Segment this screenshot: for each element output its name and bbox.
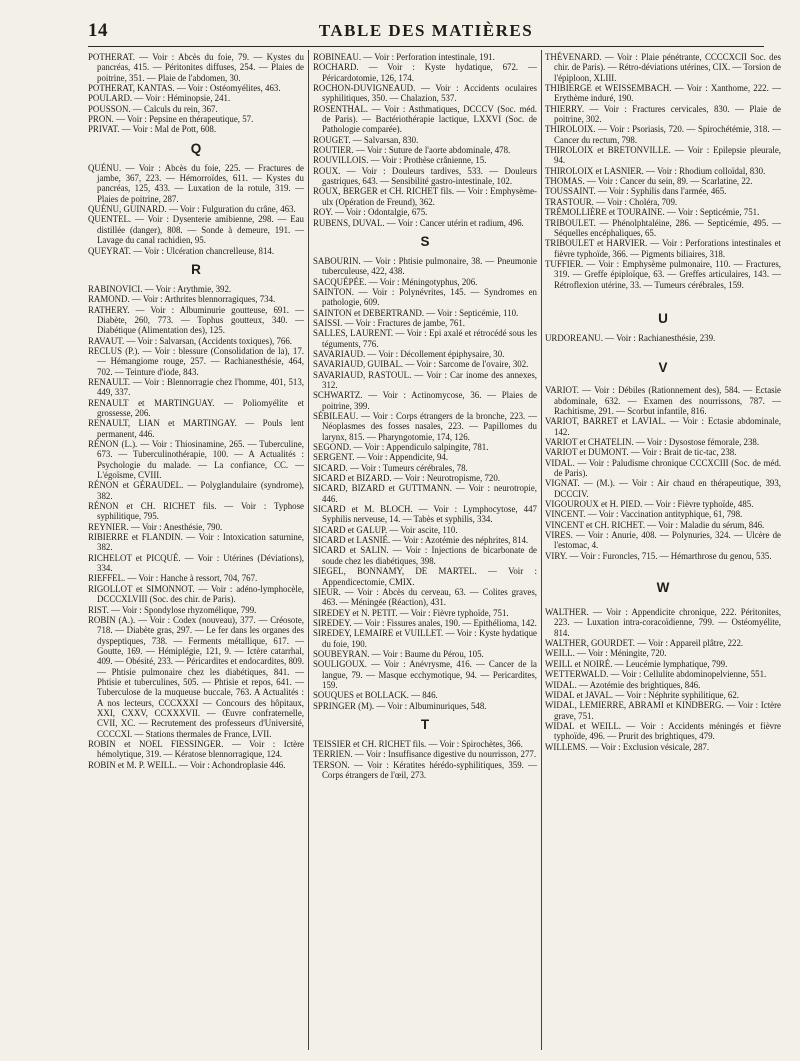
index-entry: ROBIN et NOEL FIESSINGER. — Voir : Ictère hémolytique, 319. — Kératose blennorragique, 124. xyxy=(88,738,304,760)
index-entry: RIGOLLOT et SIMONNOT. — Voir : adéno-lymphocèle, DCCCXLVIII (Soc. des chir. de Paris). xyxy=(88,583,304,605)
index-entry: REYNIER. — Voir : Anesthésie, 790. xyxy=(88,521,223,532)
index-entry: SÉBILEAU. — Voir : Corps étrangers de la bronche, 223. — Néoplasmes des fosses nasales, 223. — Papillomes du larynx, 815. — Pharyngotomie, 174, 126. xyxy=(313,411,537,442)
index-entry: TRIBOULET. — Phénolphtaléine, 286. — Septicémie, 495. — Séquelles encéphaliques, 65. xyxy=(545,217,781,238)
index-entry: SOUBEYRAN. — Voir : Baume du Pérou, 105. xyxy=(313,648,484,659)
index-entry: ROY. — Voir : Odontalgie, 675. xyxy=(313,207,428,218)
index-entry: SICARD et LASNIÉ. — Voir : Azotémie des néphrites, 814. xyxy=(313,535,529,546)
section-letter: U xyxy=(658,310,668,326)
index-entry: WALTHER. — Voir : Appendicite chronique, 222. Péritonites, 223. — Luxation intra-coracoïdienne, 799. — Ostéomyélite, 814. xyxy=(545,607,781,638)
index-entry: ROUGET. — Salvarsan, 830. xyxy=(313,134,419,145)
section-letter: W xyxy=(656,580,670,596)
index-entry: ROBINEAU. — Voir : Perforation intestinale, 191. xyxy=(313,52,495,62)
index-entry: RENAULT. — Voir : Blennorragie chez l'homme, 401, 513, 449, 337. xyxy=(88,376,304,398)
index-entry: RÉNON et CH. RICHET fils. — Voir : Typhose syphilitique, 795. xyxy=(88,501,304,522)
index-entry: THIERRY. — Voir : Fractures cervicales, 830. — Plaie de poitrine, 302. xyxy=(545,103,781,125)
index-column-middle xyxy=(313,52,537,780)
section-spacer xyxy=(88,277,304,284)
index-entry: SOUQUES et BOLLACK. — 846. xyxy=(313,690,438,701)
index-entry: WILLEMS. — Voir : Exclusion vésicale, 287. xyxy=(545,741,710,752)
index-entry: SICARD et BIZARD. — Voir : Neurotropisme, 720. xyxy=(313,473,501,484)
index-entry: POTHERAT, KANTAS. — Voir : Ostéomyélites, 463. xyxy=(88,83,281,94)
index-entry: THÉVENARD. — Voir : Plaie pénétrante, CCCCXCII Soc. des chir. de Paris). — Rétro-déviations utérines, CIX. — Torsion de l'épiploon, XLIII. xyxy=(545,52,781,83)
index-entry: POUSSON. — Calculs du rein, 367. xyxy=(88,103,218,114)
index-entry: VIDAL. — Voir : Paludisme chronique CCCXCIII (Soc. de méd. de Paris). xyxy=(545,457,781,478)
index-entry: SICARD et M. BLOCH. — Voir : Lymphocytose, 447 Syphilis nerveuse, 14. — Tabès et syphilis, 334. xyxy=(313,504,537,525)
index-entry: RIST. — Voir : Spondylose rhyzomélique, 799. xyxy=(88,604,257,615)
index-entry: ROBIN et M. P. WEILL. — Voir : Achondroplasie 446. xyxy=(88,759,286,770)
index-entry: TOUSSAINT. — Voir : Syphilis dans l'armée, 465. xyxy=(545,186,727,197)
section-spacer xyxy=(545,375,781,385)
index-entry: SAVARIAUD. — Voir : Décollement épiphysaire, 30. xyxy=(313,348,505,359)
index-entry: VIRY. — Voir : Furoncles, 715. — Hémarthrose du genou, 535. xyxy=(545,550,772,561)
index-entry: VIRES. — Voir : Anurie, 408. — Polynuries, 324. — Ulcère de l'estomac, 4. xyxy=(545,530,781,551)
index-entry: RENAULT, LIAN et MARTINGAY. — Pouls lent permanent, 446. xyxy=(88,418,304,439)
section-letter: V xyxy=(658,360,668,376)
section-letter: R xyxy=(191,261,201,277)
index-entry: SIEGEL, BONNAMY, DE MARTEL. — Voir : Appendicectomie, CMIX. xyxy=(313,566,537,587)
index-entry: VIGNAT. — (M.). — Voir : Air chaud en thérapeutique, 393, DCCCIV. xyxy=(545,478,781,499)
section-spacer xyxy=(545,561,781,581)
index-entry: TUFFIER. — Voir : Emphysème pulmonaire, 110. — Fractures, 319. — Greffe épiploïque, 63. — Greffes articulaires, 143. — Rétroflexion utérine, 33. — Tumeurs cérébrales, 159. xyxy=(545,258,781,290)
index-entry: RÉNON (L.). — Voir : Thiosinamine, 265. — Tuberculine, 673. — Tuberculinothérapie, 100. — A Actualités : Psychologie du malade. — La confiance, CC. — L'égoïsme, CVIII. xyxy=(88,439,304,481)
index-entry: SCHWARTZ. — Voir : Actinomycose, 36. — Plaies de poitrine, 399. xyxy=(313,390,537,411)
index-entry: TRIBOULET et HARVIER. — Voir : Perforations intestinales et fièvre typhoïde, 366. — Pigments biliaires, 318. xyxy=(545,238,781,259)
index-entry: ROCHON-DUVIGNEAUD. — Voir : Accidents oculaires syphilitiques, 350. — Chalazion, 537. xyxy=(313,83,537,104)
index-entry: PRIVAT. — Voir : Mal de Pott, 608. xyxy=(88,124,217,135)
section-spacer xyxy=(88,156,304,163)
index-entry: ROUVILLOIS. — Voir : Prothèse crânienne, 15. xyxy=(313,155,487,166)
index-entry: WALTHER, GOURDET. — Voir : Appareil plâtre, 222. xyxy=(545,638,744,649)
index-entry: POULARD. — Voir : Héminopsie, 241. xyxy=(88,93,231,104)
index-column-left xyxy=(88,52,304,770)
index-entry: QUÉNU, GUINARD. — Voir : Fulguration du crâne, 463. xyxy=(88,204,296,215)
index-entry: QUÉNU. — Voir : Abcès du foie, 225. — Fractures de jambe, 367, 223. — Hémorroïdes, 611. — Kystes du pancréas, 125, 433. — Luxation de la rotule, 319. — Plaies de poitrine, 287. xyxy=(88,162,304,204)
index-entry: RÉNON et GÉRAUDEL. — Polyglandulaire (syndrome), 382. xyxy=(88,480,304,501)
section-spacer xyxy=(545,290,781,312)
index-entry: SABOURIN. — Voir : Phtisie pulmonaire, 38. — Pneumonie tuberculeuse, 422, 438. xyxy=(313,255,537,277)
index-entry: RICHELOT et PICQUÉ. — Voir : Utérines (Déviations), 334. xyxy=(88,552,304,574)
section-letter: S xyxy=(420,233,430,249)
index-entry: RIBIERRE et FLANDIN. — Voir : Intoxication saturnine, 382. xyxy=(88,532,304,553)
index-entry: TERRIEN. — Voir : Insuffisance digestive du nourrisson, 277. xyxy=(313,749,537,760)
index-entry: PRON. — Voir : Pepsine en thérapeutique, 57. xyxy=(88,114,254,125)
index-entry: SICARD. — Voir : Tumeurs cérébrales, 78. xyxy=(313,462,468,473)
index-column-right xyxy=(545,52,781,752)
index-entry: WIDAL. — Azotémie des brightiques, 846. xyxy=(545,679,701,690)
index-entry: ROUX, BERGER et CH. RICHET fils. — Voir : Emphysème-ulx (Opération de Freund), 362. xyxy=(313,186,537,207)
index-entry: RENAULT et MARTINGUAY. — Poliomyélite et grossesse, 206. xyxy=(88,397,304,418)
column-divider xyxy=(541,50,542,1050)
section-letter: T xyxy=(420,716,430,732)
index-entry: RAVAUT. — Voir : Salvarsan, (Accidents toxiques), 766. xyxy=(88,335,293,346)
index-entry: RECLUS (P.). — Voir : blessure (Consolidation de la), 17. — Hémangiome rouge, 257. — Rachianesthésie, 464, 702. — Teinture d'iode, 843. xyxy=(88,345,304,377)
index-entry: RABINOVICI. — Voir : Arythmie, 392. xyxy=(88,283,232,294)
index-entry: SAVARIAUD, RASTOUL. — Voir : Car inome des annexes, 312. xyxy=(313,369,537,390)
index-entry: RAMOND. — Voir : Arthrites blennorragiques, 734. xyxy=(88,294,276,305)
column-divider xyxy=(308,50,309,1050)
index-entry: SICARD et GALUP. — Voir ascite, 110. xyxy=(313,524,458,535)
index-entry: URDOREANU. — Voir : Rachianesthésie, 239. xyxy=(545,332,716,343)
section-spacer xyxy=(545,343,781,361)
index-entry: TRÉMOLLIÈRE et TOURAINE. — Voir : Septicémie, 751. xyxy=(545,207,760,218)
index-entry: ROCHARD. — Voir : Kyste hydatique, 672. — Péricardotomie, 126, 174. xyxy=(313,62,537,83)
index-entry: THIBIERGE et WEISSEMBACH. — Voir : Xanthome, 222. — Erythème induré, 190. xyxy=(545,83,781,104)
index-entry: SOULIGOUX. — Voir : Anévrysme, 416. — Cancer de la langue, 79. — Masque ecchymotique, 94. — Pericardites, 159. xyxy=(313,659,537,690)
index-entry: WEILL et NOIRÉ. — Leucémie lymphatique, 799. xyxy=(545,658,728,669)
index-entry: TEISSIER et CH. RICHET fils. — Voir : Spirochètes, 366. xyxy=(313,738,523,749)
section-spacer xyxy=(545,326,781,333)
index-entry: VINCENT. — Voir : Vaccination antityphique, 61, 798. xyxy=(545,509,743,520)
section-spacer xyxy=(313,249,537,256)
index-entry: SAINTON. — Voir : Polynévrites, 145. — Syndromes en pathologie, 609. xyxy=(313,286,537,308)
index-entry: THIROLOIX et LASNIER. — Voir : Rhodium colloïdal, 830. xyxy=(545,165,766,176)
index-entry: SERGENT. — Voir : Appendicite, 94. xyxy=(313,452,449,463)
index-entry: SACQUÉPÉE. — Voir : Méningotyphus, 206. xyxy=(313,276,478,287)
index-entry: TERSON. — Voir : Kératites hérédo-syphilitiques, 359. — Corps étrangers de l'œil, 273. xyxy=(313,759,537,780)
index-entry: SIEUR. — Voir : Abcès du cerveau, 63. — Colites graves, 463. — Méningée (Réaction), 431. xyxy=(313,586,537,608)
index-entry: THIROLOIX et BRETONVILLE. — Voir : Epilepsie pleurale, 94. xyxy=(545,145,781,166)
index-entry: VINCENT et CH. RICHET. — Voir : Maladie du sérum, 846. xyxy=(545,519,765,530)
index-entry: ROUTIER. — Voir : Suture de l'aorte abdominale, 478. xyxy=(313,145,511,156)
index-entry: RUBENS, DUVAL. — Voir : Cancer utérin et radium, 496. xyxy=(313,217,524,228)
page-title: TABLE DES MATIÈRES xyxy=(318,21,534,40)
index-entry: WETTERWALD. — Voir : Cellulite abdominopelvienne, 551. xyxy=(545,669,767,680)
index-entry: POTHERAT. — Voir : Abcès du foie, 79. — Kystes du pancréas, 415. — Péritonites diffuses, 254. — Plaies de poitrine, 351. — Plaie de l'abdomen, 30. xyxy=(88,52,304,83)
index-entry: SEGOND. — Voir : Appendiculo salpingite, 781. xyxy=(313,442,489,453)
index-entry: WIDAL, LEMIERRE, ABRAMI et KINDBERG. — Voir : Ictère grave, 751. xyxy=(545,700,781,721)
index-entry: WIDAL et JAVAL. — Voir : Néphrite syphilitique, 62. xyxy=(545,689,739,700)
index-entry: SAVARIAUD, GUIBAL. — Voir : Sarcome de l'ovaire, 302. xyxy=(313,359,529,370)
section-spacer xyxy=(313,732,537,739)
index-entry: SAINTON et DEBERTRAND. — Voir : Septicémie, 110. xyxy=(313,307,519,318)
index-entry: VARIOT et DUMONT. — Voir : Brait de tic-tac, 238. xyxy=(545,447,737,458)
index-entry: SALLES, LAURENT. — Voir : Epi axalé et rétrocédé sous les téguments, 776. xyxy=(313,328,537,349)
index-entry: RIEFFEL. — Voir : Hanche à ressort, 704, 767. xyxy=(88,573,258,584)
index-entry: WIDAL et WEILL. — Voir : Accidents méningés et fièvre typhoïde, 496. — Prurit des brightiques, 479. xyxy=(545,720,781,742)
index-entry: SIREDEY. — Voir : Fissures anales, 190. — Epithélioma, 142. xyxy=(313,617,537,628)
index-entry: VARIOT et CHATELIN. — Voir : Dysostose fémorale, 238. xyxy=(545,436,760,447)
section-letter: Q xyxy=(190,140,202,156)
index-entry: VARIOT. — Voir : Débiles (Rationnement des), 584. — Ectasie abdominale, 632. — Examen des nourrissons, 787. — Rachitisme, 291. — Scorbut infantile, 816. xyxy=(545,385,781,416)
page-number: 14 xyxy=(88,20,108,41)
index-entry: TRASTOUR. — Voir : Choléra, 709. xyxy=(545,196,678,207)
index-entry: QUENTEL. — Voir : Dysenterie amibienne, 298. — Eau distillée (danger), 808. — Sonde à demeure, 191. — Lavage du canal rachidien, 95. xyxy=(88,214,304,246)
index-entry: VARIOT, BARRET et LAVIAL. — Voir : Ectasie abdominale, 142. xyxy=(545,416,781,437)
index-entry: QUEYRAT. — Voir : Ulcération chancrelleuse, 814. xyxy=(88,245,275,256)
index-entry: SAISSI. — Voir : Fractures de jambe, 761. xyxy=(313,317,466,328)
index-entry: WEILL. — Voir : Méningite, 720. xyxy=(545,648,667,659)
page-header xyxy=(88,20,764,47)
index-entry: SIREDEY et N. PETIT. — Voir : Fièvre typhoïde, 751. xyxy=(313,607,509,618)
index-entry: ROSENTHAL. — Voir : Asthmatiques, DCCCV (Soc. méd. de Paris). — Bactériothérapie lactique, LXXVI (Soc. de Pathologie comparée). xyxy=(313,103,537,135)
index-entry: VIGOUROUX et H. PIED. — Voir : Fièvre typhoïde, 485. xyxy=(545,499,754,510)
index-entry: THIROLOIX. — Voir : Psoriasis, 720. — Spirochétémie, 318. — Cancer du rectum, 798. xyxy=(545,124,781,145)
index-entry: SICARD, BIZARD et GUTTMANN. — Voir : neurotropie, 446. xyxy=(313,483,537,504)
index-entry: SPRINGER (M). — Voir : Albuminuriques, 548. xyxy=(313,700,487,711)
index-entry: THOMAS. — Voir : Cancer du sein, 89. — Scarlatine, 22. xyxy=(545,176,753,187)
index-entry: ROUX. — Voir : Douleurs tardives, 533. — Douleurs gastriques, 643. — Sensibilité gastro-intestinale, 102. xyxy=(313,165,537,187)
index-entry: ROBIN (A.). — Voir : Codex (nouveau), 377. — Créosote, 718. — Diabète gras, 297. — Le fer dans les organes des dyspeptiques, 738. — Ferments métallique, 617. — Goutte, 169. — Hémiplégie, 121, 9. — Ictère catarrhal, 409. — Obésité, 233. — Péricardites et endocardites, 809. — Phtisie pulmonaire chez les diabétiques, 841. — Phtisie et tuberculines, 505. — Phtisie et repos, 641. — Tuberculose de la muqueuse buccale, 763. A Actualités : A nos lecteurs, CCCXXXI — Concours des hôpitaux, XXI, CXXV, CCXXXVII. — Œuvre confraternelle, CVII, XC. — Recrutement des professeurs d'Université, CCCCXI. — Stations thermales de France, LVII. xyxy=(88,614,304,739)
index-entry: SICARD et SALIN. — Voir : Injections de bicarbonate de soude chez les diabétiques, 398. xyxy=(313,545,537,566)
index-entry: SIREDEY, LEMAIRE et VUILLET. — Voir : Kyste hydatique du foie, 190. xyxy=(313,628,537,649)
section-spacer xyxy=(545,595,781,607)
index-entry: RATHERY. — Voir : Albuminurie goutteuse, 691. — Diabète, 260, 773. — Tophus goutteux, 340. — Diabétique (Alimentation des), 125. xyxy=(88,304,304,336)
